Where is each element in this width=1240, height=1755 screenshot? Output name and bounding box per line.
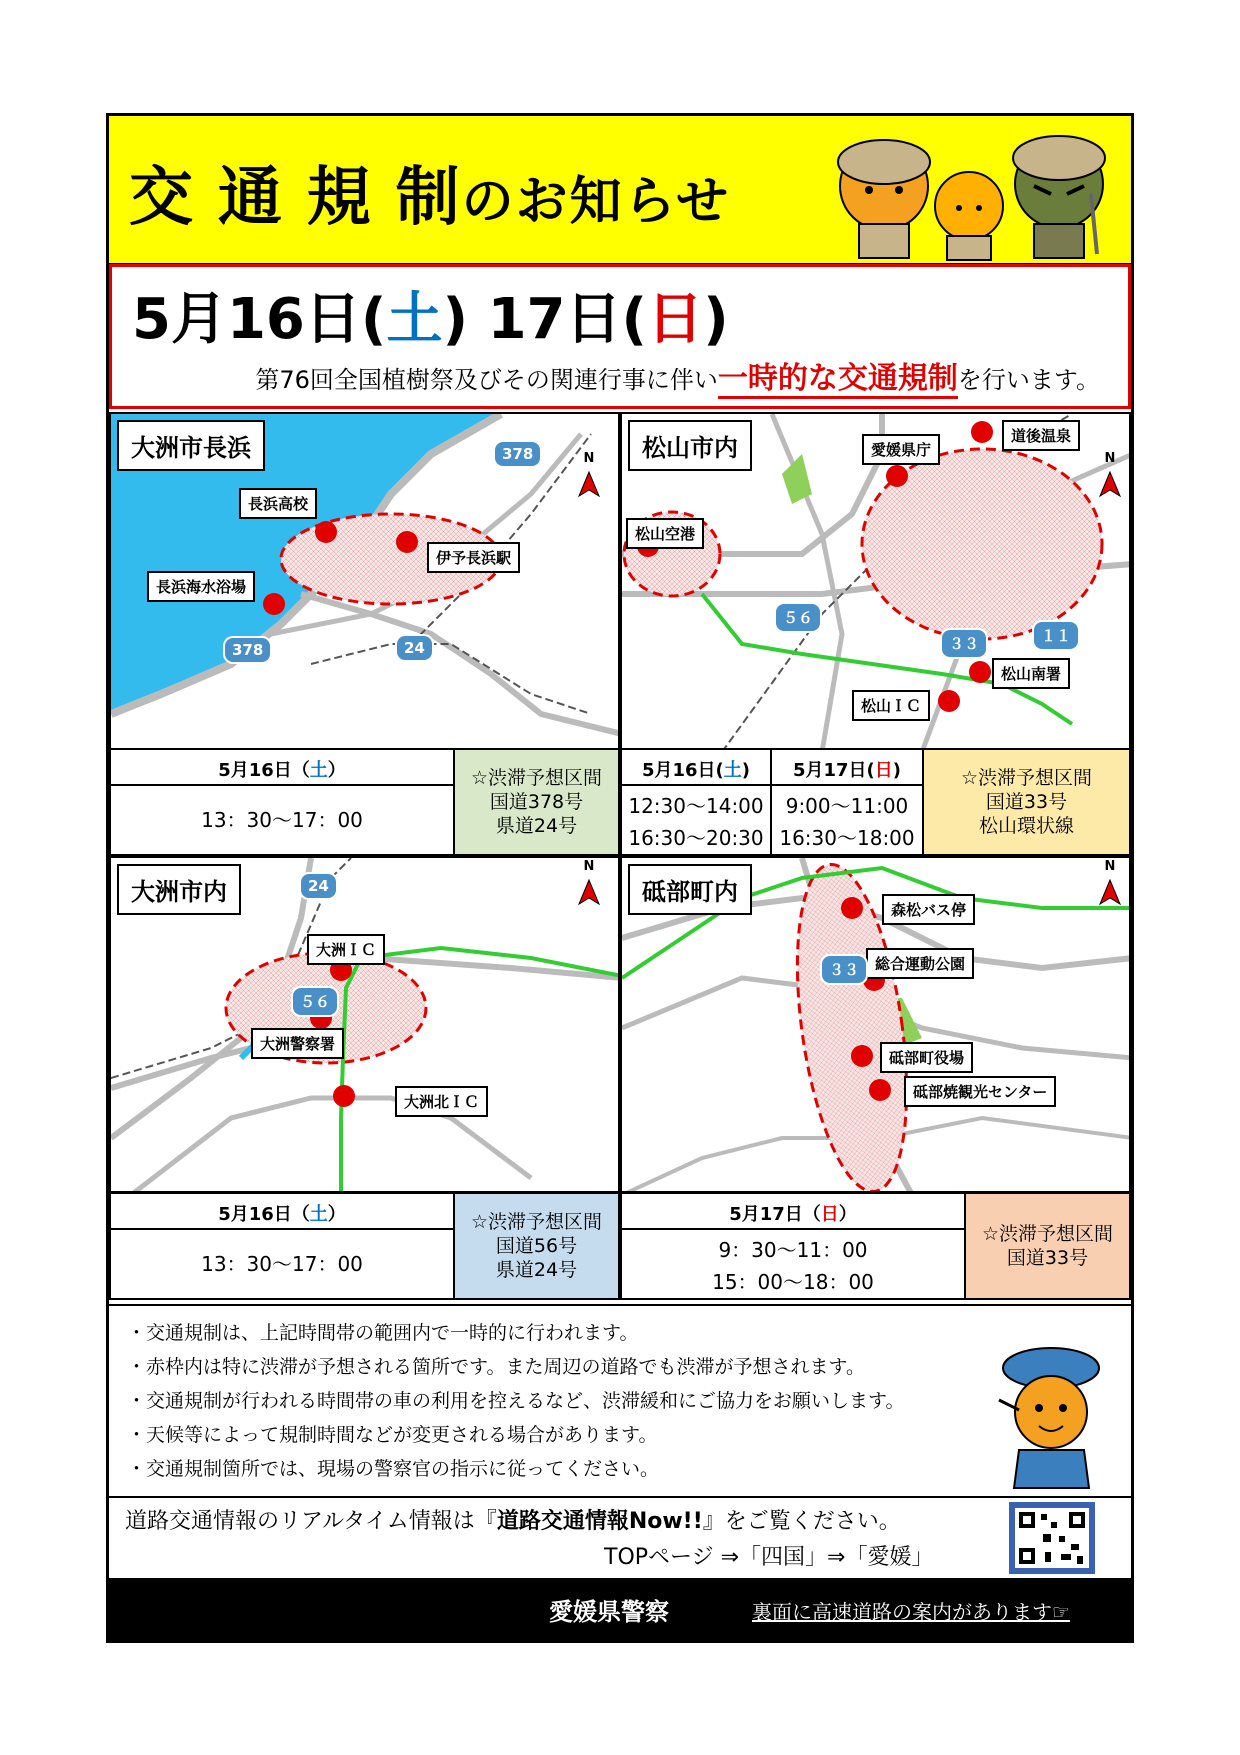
title-char: 制 <box>395 161 462 235</box>
pin-label: 大洲ＩＣ <box>307 934 385 965</box>
day-text: 日 <box>820 1204 839 1225</box>
pin-label: 総合運動公園 <box>866 948 974 979</box>
note-title: ☆渋滞予想区間 <box>470 1211 603 1233</box>
panel-label: 砥部町内 <box>628 864 752 915</box>
schedule-date <box>622 750 772 786</box>
pin-label: 松山ＩＣ <box>852 690 930 721</box>
congestion-note <box>922 750 1129 854</box>
day-sat: 土 <box>386 287 443 352</box>
reverse-side-note: 裏面に高速道路の案内があります☞ <box>752 1600 1070 1624</box>
notice-item: ・交通規制箇所では、現場の警察官の指示に従ってください。 <box>127 1458 660 1480</box>
pin-label: 伊予長浜駅 <box>427 542 520 573</box>
note-title: ☆渋滞予想区間 <box>981 1223 1114 1245</box>
police-mascot-illustration <box>989 1340 1119 1490</box>
notice-list <box>109 1304 1131 1496</box>
date-text: 5月16日( <box>641 760 724 781</box>
route-badge: 24 <box>299 872 338 900</box>
date-banner <box>109 264 1131 409</box>
map-matsuyama <box>620 412 1131 750</box>
pin-label: 道後温泉 <box>1002 420 1080 451</box>
date-close: ） <box>838 1204 857 1225</box>
map-ozu <box>109 856 620 1193</box>
pin-label: 松山空港 <box>626 518 704 549</box>
info-line-2: TOPページ ⇒「四国」⇒「愛媛」 <box>604 1545 934 1570</box>
congestion-note <box>453 1194 618 1298</box>
notice-item: ・交通規制が行われる時間帯の車の利用を控えるなど、渋滞緩和にご協力をお願いします。 <box>127 1390 905 1412</box>
pin-label: 森松バス停 <box>882 894 975 925</box>
note-road: 県道24号 <box>495 1259 578 1281</box>
notice-item: ・天候等によって規制時間などが変更される場合があります。 <box>127 1424 658 1446</box>
event-description <box>255 353 1100 397</box>
info-text: 道路交通情報のリアルタイム情報は『 <box>125 1509 497 1534</box>
info-line-1 <box>125 1504 901 1535</box>
schedule-date <box>111 750 453 786</box>
north-label: N <box>1104 451 1116 466</box>
footer-bar <box>109 1578 1131 1640</box>
route-badge: ５６ <box>774 602 822 633</box>
date-close: ） <box>327 1204 346 1225</box>
note-road: 県道24号 <box>495 815 578 837</box>
event-dates <box>132 275 729 355</box>
qr-code[interactable] <box>1009 1502 1095 1574</box>
schedule-nagahama <box>109 748 620 856</box>
info-text-end: 』をご覧ください。 <box>702 1509 901 1534</box>
page-title <box>129 146 730 238</box>
schedule-time: 9：30〜11：00 <box>718 1238 868 1262</box>
day-text: 土 <box>309 760 328 781</box>
schedule-times <box>622 1230 964 1298</box>
note-road: 国道56号 <box>495 1235 578 1257</box>
north-label: N <box>583 859 595 874</box>
route-badge: 24 <box>395 634 434 662</box>
day-sun: 日 <box>647 287 704 352</box>
pin-label: 砥部町役場 <box>880 1042 973 1073</box>
note-road: 国道33号 <box>985 791 1068 813</box>
schedule-time: 16:30〜20:30 <box>628 826 764 850</box>
notice-item: ・交通規制は、上記時間帯の範囲内で一時的に行われます。 <box>127 1322 639 1344</box>
date-close: ） <box>327 760 346 781</box>
route-badge: 378 <box>223 636 272 664</box>
description-emphasis: 一時的な交通規制 <box>718 361 958 399</box>
note-road: 国道378号 <box>489 791 584 813</box>
schedule-date <box>622 1194 964 1230</box>
date-close: ) <box>892 760 902 781</box>
congestion-note <box>453 750 618 854</box>
title-char: 規 <box>306 161 373 235</box>
route-badge: ３３ <box>940 628 988 659</box>
panel-label: 大洲市長浜 <box>117 420 265 471</box>
schedule-time: 16:30〜18:00 <box>779 826 915 850</box>
map-tobe <box>620 856 1131 1193</box>
pin-label: 大洲北ＩＣ <box>395 1086 488 1117</box>
pin-label: 長浜海水浴場 <box>147 571 255 602</box>
info-service-name: 道路交通情報Now!! <box>496 1509 703 1534</box>
day-text: 土 <box>309 1204 328 1225</box>
description-text: 第76回全国植樹祭及びその関連行事に伴い <box>255 366 718 394</box>
note-road: 松山環状線 <box>978 815 1074 837</box>
date-1: 5月16日( <box>132 287 387 352</box>
pin-label: 松山南署 <box>992 658 1070 689</box>
route-badge: ５６ <box>291 986 339 1017</box>
panel-label: 松山市内 <box>628 420 752 471</box>
schedule-date <box>772 750 922 786</box>
schedule-time: 12:30〜14:00 <box>628 794 764 818</box>
schedule-tobe <box>620 1192 1131 1300</box>
north-label: N <box>583 451 595 466</box>
notice-sheet <box>106 113 1134 1643</box>
info-box <box>109 1496 1131 1576</box>
day-text: 土 <box>723 760 742 781</box>
date-2: 17日( <box>487 287 648 352</box>
schedule-time: 13：30〜17：00 <box>201 1252 363 1276</box>
north-label: N <box>1104 859 1116 874</box>
pin-label: 砥部焼観光センター <box>904 1076 1056 1107</box>
schedule-time: 15：00〜18：00 <box>712 1270 874 1294</box>
date-close: ) <box>741 760 751 781</box>
route-badge: 378 <box>493 440 542 468</box>
route-badge: ３３ <box>820 954 868 985</box>
mascot-illustration <box>829 124 1129 262</box>
description-text-end: を行います。 <box>957 366 1100 394</box>
note-title: ☆渋滞予想区間 <box>960 767 1093 789</box>
schedule-times <box>772 786 922 854</box>
date-1-close: ) <box>442 287 469 352</box>
date-text: 5月17日（ <box>729 1204 821 1225</box>
map-nagahama <box>109 412 620 750</box>
date-text: 5月16日（ <box>218 760 310 781</box>
qr-code-icon <box>1015 1508 1089 1568</box>
pin-label: 大洲警察署 <box>251 1028 344 1059</box>
date-text: 5月16日（ <box>218 1204 310 1225</box>
congestion-note <box>964 1194 1129 1298</box>
header <box>109 116 1131 266</box>
schedule-date <box>111 1194 453 1230</box>
note-road: 国道33号 <box>1006 1247 1089 1269</box>
organization-name: 愛媛県警察 <box>549 1598 669 1626</box>
schedule-ozu <box>109 1192 620 1300</box>
title-char: 通 <box>217 161 284 235</box>
day-text: 日 <box>874 760 893 781</box>
schedule-time: 13：30〜17：00 <box>201 808 363 832</box>
panel-label: 大洲市内 <box>117 864 241 915</box>
pin-label: 愛媛県庁 <box>862 434 940 465</box>
schedule-matsuyama <box>620 748 1131 856</box>
date-2-close: ) <box>703 287 729 352</box>
note-title: ☆渋滞予想区間 <box>470 767 603 789</box>
notice-item: ・赤枠内は特に渋滞が予想される箇所です。また周辺の道路でも渋滞が予想されます。 <box>127 1356 865 1378</box>
schedule-time: 9:00〜11:00 <box>785 794 909 818</box>
title-char: 交 <box>129 161 195 235</box>
date-text: 5月17日( <box>792 760 875 781</box>
route-badge: １１ <box>1032 620 1080 651</box>
title-kana: のお知らせ <box>461 172 731 232</box>
schedule-times <box>622 786 772 854</box>
pin-label: 長浜高校 <box>239 488 317 519</box>
